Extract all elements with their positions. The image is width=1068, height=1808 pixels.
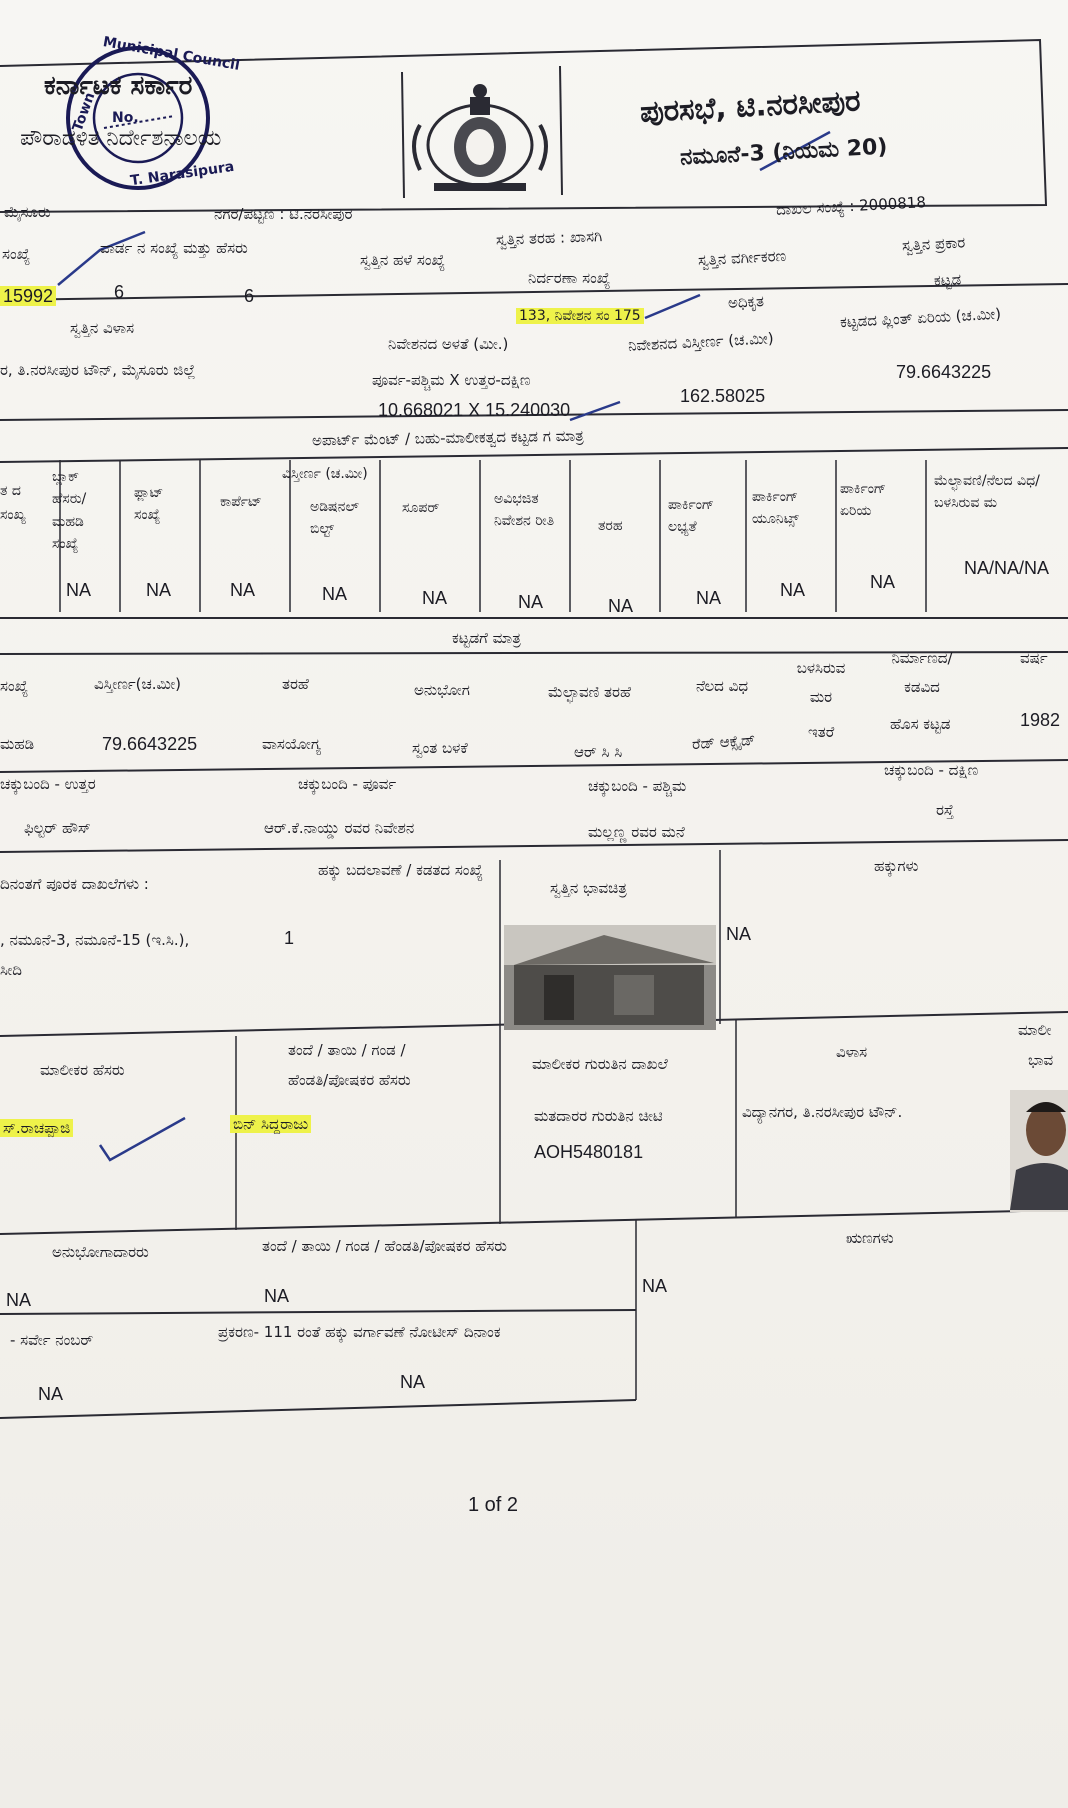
bld-floor-header: ನೆಲದ ವಿಧ xyxy=(696,677,749,695)
apt-value: NA xyxy=(146,580,172,600)
boundary-south-value: ರಸ್ತೆ xyxy=(936,801,954,819)
type-header: ಸ್ವತ್ತಿನ ಪ್ರಕಾರ xyxy=(901,233,966,255)
survey-value: NA xyxy=(38,1384,64,1404)
apt-parking-area-header: ಪಾರ್ಕಿಂಗ್ ಏರಿಯ xyxy=(840,481,887,520)
boundary-south-header: ಚಕ್ಕುಬಂದಿ - ದಕ್ಷಿಣ xyxy=(884,761,979,779)
dept-title: ಪೌರಾಡಳಿತ ನಿರ್ದೇಶನಾಲಯ xyxy=(20,126,222,151)
apt-value: NA xyxy=(608,596,634,616)
apt-value: NA xyxy=(780,580,806,600)
property-kind: ಸ್ವತ್ತಿನ ತರಹ : ಖಾಸಗಿ xyxy=(495,227,603,249)
building-title: ಕಟ್ಟಡಗೆ ಮಾತ್ರ xyxy=(452,629,521,647)
boundary-west-value: ಮಲ್ಲಣ್ಣ ರವರ ಮನೆ xyxy=(588,823,685,841)
boundary-west-header: ಚಕ್ಕುಬಂದಿ - ಪಶ್ಚಿಮ xyxy=(588,777,687,795)
karnataka-emblem-icon xyxy=(414,84,546,191)
stamp-side-text: Town xyxy=(69,90,99,134)
apt-value: NA xyxy=(322,584,348,604)
class-value: ಅಧಿಕೃತ xyxy=(727,292,765,312)
apt-col0-header: ತ ದ ಸಂಖ್ಯ xyxy=(0,483,26,523)
liabilities-value: NA xyxy=(642,1276,668,1296)
occupant-value: NA xyxy=(6,1290,32,1310)
old-no-header: ಸ್ವತ್ತಿನ ಹಳೆ ಸಂಖ್ಯೆ xyxy=(360,251,446,269)
plinth-value: 79.6643225 xyxy=(896,362,992,382)
bld-construction-value: ಹೊಸ ಕಟ್ಟಡ xyxy=(890,715,951,733)
stamp-top-text: Municipal Council xyxy=(101,34,241,74)
ward-header: ವಾರ್ಡ ನ ಸಂಖ್ಯೆ ಮತ್ತು ಹೆಸರು xyxy=(100,239,248,257)
rights-header: ಹಕ್ಕುಗಳು xyxy=(874,857,919,875)
owner-photo-header-1: ಮಾಲೀ xyxy=(1018,1021,1052,1039)
bld-kind-value: ವಾಸಯೋಗ್ಯ xyxy=(262,735,322,753)
photo-header: ಸ್ವತ್ತಿನ ಭಾವಚಿತ್ರ xyxy=(550,879,627,897)
site-area-value: 162.58025 xyxy=(680,386,766,406)
site-area-header: ನಿವೇಶನದ ವಿಸ್ತೀರ್ಣ (ಚ.ಮೀ) xyxy=(627,329,775,355)
bld-area-header: ವಿಸ್ತೀರ್ಣ(ಚ.ಮೀ) xyxy=(94,675,182,693)
owner-id-label: ಮತದಾರರ ಗುರುತಿನ ಚೀಟಿ xyxy=(534,1107,663,1125)
bld-construction-header: ನಿರ್ಮಾಣದ/ ಕಡವಿದ xyxy=(891,649,953,696)
owner-photo-header-2: ಭಾವ xyxy=(1028,1051,1054,1069)
owner-id-value: AOH5480181 xyxy=(534,1142,644,1162)
docs-header: ದಿನಂತಗೆ ಪೂರಕ ದಾಖಲೆಗಳು : xyxy=(0,875,149,893)
transfer-value: 1 xyxy=(284,928,295,948)
class-header: ಸ್ವತ್ತಿನ ವರ್ಗೀಕರಣ xyxy=(697,246,787,270)
owner-address-header: ವಿಳಾಸ xyxy=(836,1043,868,1061)
apt-kind-header: ತರಹ xyxy=(598,518,623,534)
stamp-bottom-text: T. Narasipura xyxy=(129,158,236,190)
assessment-value: 133, ನಿವೇಶನ ಸಂ 175 xyxy=(516,308,644,324)
apt-value: NA/NA/NA xyxy=(964,558,1050,578)
liabilities-header: ಋಣಗಳು xyxy=(846,1229,894,1247)
transfer-header-1: ಹಕ್ಕು ಬದಲಾವಣೆ / ಕಡತದ ಸಂಖ್ಯೆ xyxy=(318,861,484,879)
plinth-header: ಕಟ್ಟಡದ ಪ್ಲಿಂತ್ ಏರಿಯ (ಚ.ಮೀ) xyxy=(839,304,1002,332)
council-title: ಪುರಸಭೆ, ಟಿ.ನರಸೀಪುರ xyxy=(639,83,862,129)
govt-title: ಕರ್ನಾಟಕ ಸರ್ಕಾರ xyxy=(44,71,193,101)
bld-year-value: 1982 xyxy=(1020,710,1061,730)
bld-area-value: 79.6643225 xyxy=(102,734,198,754)
bld-usage-value: ಸ್ವಂತ ಬಳಕೆ xyxy=(412,739,468,757)
owner-parent-value: ಬಿನ್ ಸಿದ್ದರಾಜು xyxy=(230,1116,311,1133)
rights-value: NA xyxy=(726,924,752,944)
owner-id-header: ಮಾಲೀಕರ ಗುರುತಿನ ದಾಖಲೆ xyxy=(532,1055,668,1073)
apt-additional-header: ಅಡಿಷನಲ್ ಬಿಲ್ಟ್ xyxy=(310,499,359,538)
assessment-header: ನಿರ್ದರಣಾ ಸಂಖ್ಯೆ xyxy=(528,269,611,287)
property-photo xyxy=(504,925,716,1030)
apt-carpet-header: ಕಾರ್ಪೆಟ್ xyxy=(220,494,262,510)
town-label: ನಗರ/ಪಟ್ಟಣ : ಟಿ.ನರಸೀಪುರ xyxy=(214,205,353,223)
bld-usage-header: ಅನುಭೋಗ xyxy=(414,681,470,699)
apt-roof-header: ಮೆಲ್ಛಾವಣಿ/ನೆಲದ ವಿಧ/ಬಳಸಿರುವ ಮ xyxy=(934,473,1040,512)
prop-no-header: ಸಂಖ್ಯೆ xyxy=(2,245,31,263)
address-value: ರ, ತಿ.ನರಸೀಪುರ ಟೌನ್, ಮೈಸೂರು ಜಿಲ್ಲೆ xyxy=(0,361,196,379)
bld-no-value: ಮಹಡಿ xyxy=(0,735,35,753)
occupant-parent-header: ತಂದೆ / ತಾಯಿ / ಗಂಡ / ಹೆಂಡತಿ/ಪೋಷಕರ ಹೆಸರು xyxy=(262,1237,507,1255)
district-name: ಮೈಸೂರು xyxy=(4,203,51,221)
apt-parking-avail-header: ಪಾರ್ಕಿಂಗ್ ಲಭ್ಯತೆ xyxy=(668,497,715,536)
bld-floor-value: ರೆಡ್ ಆಕ್ಸೈಡ್ xyxy=(691,730,756,754)
bld-no-header: ಸಂಖ್ಯೆ xyxy=(0,677,29,695)
page-indicator: 1 of 2 xyxy=(468,1494,519,1516)
apt-value: NA xyxy=(696,588,722,608)
owner-photo xyxy=(1010,1090,1068,1212)
apt-parking-units-header: ಪಾರ್ಕಿಂಗ್ ಯೂನಿಟ್ಸ್ xyxy=(752,489,799,528)
apt-block-header: ಬ್ಲಾಕ್ ಹೆಸರು/ ಮಹಡಿ ಸಂಖ್ಯೆ xyxy=(52,469,87,553)
owner-parent-header-2: ಹೆಂಡತಿ/ಪೋಷಕರ ಹೆಸರು xyxy=(288,1071,411,1089)
occupant-header: ಅನುಭೋಗಾದಾರರು xyxy=(52,1243,149,1261)
type-value: ಕಟ್ಟಡ xyxy=(933,270,962,290)
site-dims-header: ನಿವೇಶನದ ಅಳತೆ (ಮೀ.) xyxy=(388,335,509,353)
stamp-no-text: No. xyxy=(112,110,139,126)
docs-value-line1: , ನಮೂನೆ-3, ನಮೂನೆ-15 (ಇ.ಸಿ.), xyxy=(0,931,190,949)
apt-value: NA xyxy=(66,580,92,600)
entry-number: ದಾಖಲ ಸಂಖ್ಯೆ : 2000818 xyxy=(775,193,927,219)
owner-name-header: ಮಾಲೀಕರ ಹೆಸರು xyxy=(40,1061,125,1079)
bld-wood-value: ಇತರೆ xyxy=(808,723,835,741)
apt-flat-header: ಫ್ಲಾಟ್ ಸಂಖ್ಯೆ xyxy=(134,485,164,524)
bld-year-header: ವರ್ಷ xyxy=(1020,649,1048,667)
owner-name-value: ಸ್.ರಾಚಪ್ಪಾಜಿ xyxy=(0,1120,73,1137)
occupant-parent-value: NA xyxy=(264,1286,290,1306)
boundary-north-value: ಫಿಲ್ಟರ್ ಹೌಸ್ xyxy=(24,819,91,837)
bld-roof-header: ಮೆಲ್ಛಾವಣಿ ತರಹೆ xyxy=(548,683,631,701)
owner-address-value: ವಿದ್ಯಾನಗರ, ತಿ.ನರಸೀಪುರ ಟೌನ್. xyxy=(742,1103,903,1121)
boundary-north-header: ಚಕ್ಕುಬಂದಿ - ಉತ್ತರ xyxy=(0,775,96,793)
bld-kind-header: ತರಹೆ xyxy=(282,675,309,693)
site-dims-value: 10.668021 X 15.240030 xyxy=(378,400,571,420)
apt-undivided-header: ಅವಿಭಜಿತ ನಿವೇಶನ ರೀತಿ xyxy=(494,491,555,530)
prop-no-value: 15992 xyxy=(0,286,56,307)
address-header: ಸ್ವತ್ತಿನ ವಿಳಾಸ xyxy=(70,319,135,337)
bld-roof-value: ಆರ್ ಸಿ ಸಿ xyxy=(574,743,623,761)
ward-value: 6 xyxy=(114,282,125,302)
apt-value: NA xyxy=(422,588,448,608)
apartment-title: ಅಪಾರ್ಟ್ ಮೆಂಟ್ / ಬಹು-ಮಾಲೀಕತ್ವದ ಕಟ್ಟಡ ಗ ಮಾತ್ರ xyxy=(311,426,584,450)
form-number: ನಮೂನೆ-3 (ನಿಯಮ 20) xyxy=(679,134,889,171)
docs-value-line2: ಸೀದಿ xyxy=(0,961,22,979)
apt-value: NA xyxy=(230,580,256,600)
apt-value: NA xyxy=(518,592,544,612)
boundary-east-header: ಚಕ್ಕುಬಂದಿ - ಪೂರ್ವ xyxy=(298,775,397,793)
survey-header: - ಸರ್ವೇ ನಂಬರ್ xyxy=(10,1331,94,1349)
apt-area-group-header: ವಿಸ್ತೀರ್ಣ (ಚ.ಮೀ) xyxy=(282,466,368,482)
site-dims-label: ಪೂರ್ವ-ಪಶ್ಚಿಮ X ಉತ್ತರ-ದಕ್ಷಿಣ xyxy=(372,371,531,389)
notice-value: NA xyxy=(400,1372,426,1392)
apt-super-header: ಸೂಪರ್ xyxy=(402,500,440,516)
boundary-east-value: ಆರ್.ಕೆ.ನಾಯ್ಡು ರವರ ನಿವೇಶನ xyxy=(264,819,415,837)
apt-value: NA xyxy=(870,572,896,592)
ward-name-value: 6 xyxy=(244,286,255,306)
owner-parent-header-1: ತಂದೆ / ತಾಯಿ / ಗಂಡ / xyxy=(288,1041,406,1059)
bld-wood-header: ಬಳಸಿರುವ ಮರ xyxy=(796,659,846,706)
notice-header: ಪ್ರಕರಣ- 111 ರಂತೆ ಹಕ್ಕು ವರ್ಗಾವಣೆ ನೋಟೀಸ್ ದಿನಾಂಕ xyxy=(218,1323,501,1341)
